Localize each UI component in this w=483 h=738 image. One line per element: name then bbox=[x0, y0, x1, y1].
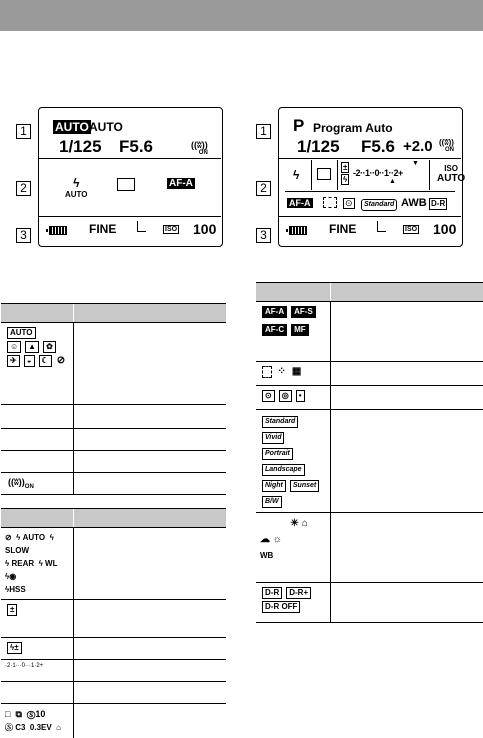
battery-icon bbox=[289, 226, 307, 235]
sports-icon: ✈ bbox=[7, 355, 20, 367]
metering-cell bbox=[256, 386, 330, 410]
steadyshot-icon: ((ʬ)) ON bbox=[439, 138, 454, 153]
flash-auto-icon: ϟ AUTO bbox=[65, 176, 88, 199]
reference-table-1 bbox=[1, 303, 226, 495]
flash-icon-item: ϟ SLOW bbox=[5, 533, 54, 555]
af-mode-badge: AF-A bbox=[289, 198, 311, 208]
metering-icon: ⊙ bbox=[345, 198, 353, 208]
white-balance-awb: AWB bbox=[401, 197, 427, 209]
quality-fine: FINE bbox=[329, 222, 357, 236]
divider bbox=[279, 216, 461, 217]
iso-value: 100 bbox=[193, 221, 217, 237]
table-row bbox=[1, 323, 226, 405]
panel-number-2: 2 bbox=[256, 181, 271, 196]
exposure-comp-icon: ± bbox=[7, 604, 17, 616]
flash-icon-item: ϟ◉ bbox=[5, 572, 17, 581]
dro-cell bbox=[256, 583, 330, 623]
flash-icon-item: ϟ REAR bbox=[5, 559, 35, 568]
scale-cell bbox=[1, 660, 73, 682]
title-band bbox=[0, 0, 483, 31]
scene-icons-cell bbox=[1, 323, 73, 405]
panel-number-2: 2 bbox=[16, 181, 31, 196]
divider bbox=[279, 158, 461, 159]
battery-icon bbox=[49, 226, 67, 235]
spot-metering-icon: • bbox=[296, 390, 305, 402]
flash-icon-item: ⊘ bbox=[5, 533, 12, 542]
quality-fine: FINE bbox=[89, 222, 117, 236]
wb-shade-icon: ⌂ bbox=[301, 518, 308, 529]
style-portrait-icon: Portrait bbox=[262, 448, 293, 460]
af-c-icon: AF-C bbox=[262, 324, 287, 336]
table-row bbox=[1, 528, 226, 600]
af-area-cell bbox=[256, 362, 330, 386]
description-cell bbox=[73, 429, 226, 451]
description-cell bbox=[330, 410, 483, 513]
reference-table-3 bbox=[256, 282, 483, 623]
exposure-value: +2.0 bbox=[403, 138, 433, 155]
af-area-wide-icon bbox=[262, 366, 272, 378]
shutter-speed: 1/125 bbox=[59, 137, 102, 156]
single-shot-icon bbox=[317, 168, 331, 180]
flash-icon-item: ϟ WL bbox=[38, 559, 58, 568]
table-header bbox=[1, 509, 73, 528]
style-sunset-icon: Sunset bbox=[290, 480, 319, 492]
divider bbox=[39, 158, 221, 159]
macro-icon: ✿ bbox=[43, 341, 56, 353]
flash-off-icon: ⊘ bbox=[56, 355, 66, 366]
panel-number-3: 3 bbox=[16, 228, 31, 243]
panel-number-1: 1 bbox=[256, 124, 271, 139]
table-row bbox=[256, 513, 483, 583]
divider bbox=[311, 160, 312, 190]
image-size-icon bbox=[377, 221, 386, 232]
iso-auto: ISO AUTO bbox=[437, 164, 466, 184]
dro-icon: D-R bbox=[431, 199, 446, 208]
divider bbox=[429, 160, 430, 190]
description-cell bbox=[73, 405, 226, 429]
description-cell bbox=[330, 583, 483, 623]
steadyshot-cell bbox=[1, 473, 73, 495]
icon-cell bbox=[1, 451, 73, 473]
flash-comp-icon: ϟ± bbox=[7, 642, 22, 654]
single-shot-icon bbox=[117, 178, 135, 191]
table-header bbox=[73, 304, 226, 323]
icon-cell bbox=[1, 405, 73, 429]
dro-advanced-icon: D-R+ bbox=[286, 587, 311, 599]
scale-marker-bottom: ▲ bbox=[389, 178, 396, 185]
icon-cell bbox=[1, 429, 73, 451]
af-area-local-icon: ▦ bbox=[291, 366, 302, 377]
creative-style-standard: Standard bbox=[361, 199, 397, 211]
table-header bbox=[1, 304, 73, 323]
drive-icon-item: 0.3EV bbox=[29, 723, 52, 732]
table-row bbox=[1, 600, 226, 638]
aperture-value: F5.6 bbox=[361, 137, 396, 156]
af-s-icon: AF-S bbox=[291, 306, 316, 318]
table-header bbox=[330, 283, 483, 302]
style-bw-icon: B/W bbox=[262, 496, 282, 508]
table-header bbox=[256, 283, 330, 302]
shutter-speed: 1/125 bbox=[297, 137, 340, 156]
steadyshot-icon: $((ʬ))_{ON}$ bbox=[8, 477, 34, 490]
af-area-icon bbox=[323, 197, 337, 208]
lcd-display-auto bbox=[38, 107, 223, 247]
exposure-comp-icon: ± bbox=[343, 163, 348, 172]
table-row bbox=[1, 473, 226, 495]
flash-comp-cell bbox=[1, 638, 73, 660]
reference-table-2 bbox=[1, 508, 226, 738]
af-mode-cell bbox=[256, 302, 330, 362]
af-area-spot-icon: ⁘ bbox=[277, 366, 286, 377]
table-row bbox=[256, 583, 483, 623]
description-cell bbox=[73, 600, 226, 638]
drive-icon-item: ⧉ bbox=[15, 709, 22, 719]
flash-comp-icon: ϟ bbox=[343, 175, 348, 184]
creative-style-cell bbox=[256, 410, 330, 513]
night-portrait-icon: ☾ bbox=[39, 355, 52, 367]
table-row bbox=[1, 660, 226, 682]
sunset-icon: ◒ bbox=[24, 355, 35, 367]
table-row bbox=[1, 638, 226, 660]
divider bbox=[285, 191, 455, 192]
auto-icon: AUTO bbox=[7, 327, 36, 339]
iso-value: 100 bbox=[433, 221, 457, 237]
drive-icon-item: □ bbox=[5, 709, 11, 719]
wb-cloudy-icon: ☁ bbox=[260, 534, 270, 545]
lcd-display-program bbox=[278, 107, 466, 247]
table-row bbox=[1, 429, 226, 451]
table-row bbox=[256, 362, 483, 386]
flash-icon-item: ϟ AUTO bbox=[16, 533, 46, 542]
mode-name: AUTO bbox=[89, 120, 123, 134]
exposure-scale: -2··1··0··1··2+ bbox=[353, 168, 403, 178]
flash-icon: ϟ bbox=[293, 168, 300, 182]
description-cell bbox=[73, 660, 226, 682]
drive-mode-cell bbox=[1, 704, 73, 738]
wb-custom-icon: WB bbox=[260, 551, 274, 560]
divider bbox=[337, 160, 338, 190]
mode-letter: P bbox=[293, 116, 305, 135]
af-mode-badge: AF-A bbox=[169, 178, 193, 189]
description-cell bbox=[73, 323, 226, 405]
wb-tungsten-icon: ☼ bbox=[272, 534, 282, 545]
exposure-comp-cell bbox=[1, 600, 73, 638]
style-standard-icon: Standard bbox=[262, 416, 298, 428]
image-size-icon bbox=[137, 221, 146, 232]
description-cell bbox=[330, 302, 483, 362]
panel-number-1: 1 bbox=[16, 124, 31, 139]
table-row bbox=[1, 682, 226, 704]
nr-icon: ISO bbox=[405, 226, 418, 233]
af-a-icon: AF-A bbox=[262, 306, 287, 318]
table-row bbox=[256, 410, 483, 513]
description-cell bbox=[330, 513, 483, 583]
exposure-scale-icon: ·2·1···0···1·2+ bbox=[5, 663, 44, 669]
drive-icon-item: Ⓢ C3 bbox=[5, 723, 26, 732]
landscape-icon: ▲ bbox=[25, 341, 39, 353]
aperture-value: F5.6 bbox=[119, 137, 154, 156]
dro-off-icon: D-R OFF bbox=[262, 601, 300, 613]
wb-daylight-icon: ☀ bbox=[290, 518, 299, 529]
table-row bbox=[1, 405, 226, 429]
table-row bbox=[256, 386, 483, 410]
description-cell bbox=[330, 362, 483, 386]
style-night-icon: Night bbox=[262, 480, 286, 492]
style-landscape-icon: Landscape bbox=[262, 464, 305, 476]
auto-mode-badge: AUTO bbox=[55, 120, 89, 134]
dro-standard-icon: D-R bbox=[262, 587, 282, 599]
mf-icon: MF bbox=[291, 324, 309, 336]
mode-name: Program Auto bbox=[313, 121, 393, 135]
table-row bbox=[1, 704, 226, 738]
table-row bbox=[1, 451, 226, 473]
description-cell bbox=[73, 638, 226, 660]
scale-marker-top: ▼ bbox=[412, 160, 419, 167]
nr-icon: ISO bbox=[165, 226, 178, 233]
multi-metering-icon: ⊙ bbox=[262, 390, 275, 402]
description-cell bbox=[73, 528, 226, 600]
description-cell bbox=[73, 682, 226, 704]
description-cell bbox=[73, 473, 226, 495]
table-row bbox=[256, 302, 483, 362]
description-cell bbox=[73, 451, 226, 473]
divider bbox=[39, 216, 221, 217]
icon-cell bbox=[1, 682, 73, 704]
drive-icon-item: ⌂ bbox=[56, 723, 61, 732]
flash-icon-item: ϟHSS bbox=[5, 585, 26, 594]
steadyshot-icon: ((ʬ)) ON bbox=[191, 140, 208, 156]
panel-number-3: 3 bbox=[256, 228, 271, 243]
table-header bbox=[73, 509, 226, 528]
drive-icon-item: Ⓢ10 bbox=[26, 709, 46, 719]
flash-mode-cell bbox=[1, 528, 73, 600]
portrait-icon: ☺ bbox=[7, 341, 21, 353]
description-cell bbox=[73, 704, 226, 738]
style-vivid-icon: Vivid bbox=[262, 432, 284, 444]
white-balance-cell bbox=[256, 513, 330, 583]
center-metering-icon: ◎ bbox=[279, 390, 292, 402]
description-cell bbox=[330, 386, 483, 410]
